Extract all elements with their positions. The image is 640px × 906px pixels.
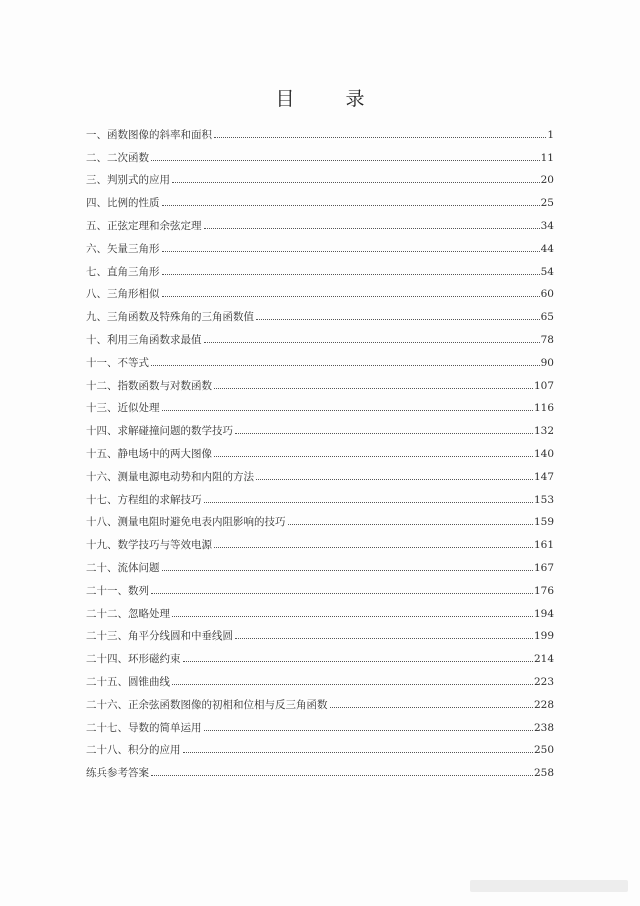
toc-dot-leader [235, 433, 533, 434]
toc-entry [86, 164, 554, 187]
toc-entry-page-number: 44 [540, 242, 554, 255]
toc-entry [86, 597, 554, 620]
watermark-image [470, 878, 628, 894]
toc-dot-leader [162, 410, 533, 411]
toc-entry-label: 二十三、角平分线圆和中垂线圆 [86, 630, 233, 643]
toc-entry-label: 练兵参考答案 [86, 767, 149, 780]
toc-entry-label: 十九、数学技巧与等效电源 [86, 539, 212, 552]
toc-entry [86, 620, 554, 643]
toc-entry-page-number: 11 [540, 151, 554, 164]
toc-dot-leader [204, 502, 533, 503]
toc-entry-page-number: 167 [533, 561, 554, 574]
toc-dot-leader [330, 707, 533, 708]
toc-entry-label: 二十八、积分的应用 [86, 744, 181, 757]
toc-entry-page-number: 228 [533, 698, 554, 711]
toc-entry-label: 三、判别式的应用 [86, 174, 170, 187]
toc-entry-label: 四、比例的性质 [86, 197, 160, 210]
toc-entry [86, 437, 554, 460]
toc-entry [86, 392, 554, 415]
toc-entry-page-number: 132 [533, 425, 554, 438]
toc-entry-page-number: 250 [533, 744, 554, 757]
toc-dot-leader [172, 684, 533, 685]
table-of-contents [86, 118, 554, 779]
toc-entry-page-number: 25 [540, 197, 554, 210]
toc-entry [86, 300, 554, 323]
toc-entry-page-number: 159 [533, 516, 554, 529]
toc-entry-label: 五、正弦定理和余弦定理 [86, 219, 202, 232]
toc-entry-page-number: 65 [540, 311, 554, 324]
toc-entry-label: 二十二、忽略处理 [86, 607, 170, 620]
toc-entry-page-number: 54 [540, 265, 554, 278]
toc-entry-page-number: 153 [533, 493, 554, 506]
toc-entry [86, 323, 554, 346]
toc-entry-label: 十八、测量电阻时避免电表内阻影响的技巧 [86, 516, 286, 529]
toc-entry-page-number: 161 [533, 539, 554, 552]
toc-entry-label: 一、函数图像的斜率和面积 [86, 128, 212, 141]
toc-entry-label: 六、矢量三角形 [86, 242, 160, 255]
toc-entry-page-number: 147 [533, 470, 554, 483]
toc-entry-page-number: 238 [533, 721, 554, 734]
toc-entry [86, 186, 554, 209]
toc-entry [86, 278, 554, 301]
toc-entry-page-number: 199 [533, 630, 554, 643]
toc-dot-leader [214, 388, 533, 389]
toc-entry-label: 八、三角形相似 [86, 288, 160, 301]
toc-entry [86, 232, 554, 255]
toc-entry [86, 688, 554, 711]
toc-dot-leader [214, 456, 533, 457]
toc-entry-page-number: 1 [547, 128, 554, 141]
toc-entry-label: 二十、流体问题 [86, 561, 160, 574]
toc-entry [86, 460, 554, 483]
toc-entry [86, 118, 554, 141]
toc-entry-label: 十七、方程组的求解技巧 [86, 493, 202, 506]
toc-entry [86, 734, 554, 757]
toc-entry-page-number: 107 [533, 379, 554, 392]
toc-entry [86, 711, 554, 734]
toc-dot-leader [204, 730, 533, 731]
toc-entry-label: 十、利用三角函数求最值 [86, 333, 202, 346]
toc-entry [86, 574, 554, 597]
toc-entry [86, 756, 554, 779]
toc-dot-leader [172, 182, 540, 183]
toc-dot-leader [183, 661, 533, 662]
toc-entry-page-number: 214 [533, 653, 554, 666]
toc-entry [86, 369, 554, 392]
toc-dot-leader [256, 479, 533, 480]
toc-entry-label: 二十五、圆锥曲线 [86, 675, 170, 688]
toc-entry [86, 346, 554, 369]
toc-entry-label: 二十四、环形磁约束 [86, 653, 181, 666]
toc-dot-leader [162, 251, 540, 252]
toc-entry [86, 551, 554, 574]
toc-entry-label: 十一、不等式 [86, 356, 149, 369]
toc-entry-label: 二、二次函数 [86, 151, 149, 164]
toc-entry-label: 十四、求解碰撞问题的数学技巧 [86, 425, 233, 438]
toc-entry-page-number: 34 [540, 219, 554, 232]
toc-dot-leader [151, 365, 540, 366]
toc-dot-leader [151, 775, 533, 776]
toc-dot-leader [256, 319, 540, 320]
toc-entry-page-number: 60 [540, 288, 554, 301]
toc-entry-label: 二十七、导数的简单运用 [86, 721, 202, 734]
toc-dot-leader [162, 296, 540, 297]
toc-entry-page-number: 176 [533, 584, 554, 597]
toc-dot-leader [172, 616, 533, 617]
toc-entry-page-number: 194 [533, 607, 554, 620]
toc-entry [86, 255, 554, 278]
toc-dot-leader [235, 638, 533, 639]
toc-dot-leader [288, 524, 533, 525]
toc-dot-leader [151, 160, 540, 161]
toc-entry-page-number: 90 [540, 356, 554, 369]
toc-entry-label: 二十一、数列 [86, 584, 149, 597]
toc-dot-leader [162, 205, 540, 206]
toc-entry [86, 665, 554, 688]
toc-entry-page-number: 223 [533, 675, 554, 688]
toc-entry-page-number: 258 [533, 767, 554, 780]
toc-dot-leader [214, 137, 546, 138]
toc-entry-page-number: 140 [533, 447, 554, 460]
toc-dot-leader [183, 752, 533, 753]
toc-entry [86, 506, 554, 529]
toc-dot-leader [214, 547, 533, 548]
toc-entry-label: 十二、指数函数与对数函数 [86, 379, 212, 392]
toc-entry [86, 528, 554, 551]
toc-entry [86, 642, 554, 665]
toc-entry [86, 209, 554, 232]
toc-entry-page-number: 78 [540, 333, 554, 346]
toc-dot-leader [162, 570, 533, 571]
toc-entry-label: 二十六、正余弦函数图像的初相和位相与反三角函数 [86, 698, 328, 711]
toc-entry [86, 414, 554, 437]
toc-entry [86, 141, 554, 164]
toc-entry-label: 七、直角三角形 [86, 265, 160, 278]
toc-entry-label: 十五、静电场中的两大图像 [86, 447, 212, 460]
toc-dot-leader [162, 274, 540, 275]
toc-dot-leader [204, 342, 540, 343]
toc-dot-leader [204, 228, 540, 229]
toc-entry-page-number: 116 [533, 402, 554, 415]
toc-entry [86, 483, 554, 506]
page-title: 目 录 [275, 88, 381, 110]
toc-entry-label: 十六、测量电源电动势和内阻的方法 [86, 470, 254, 483]
toc-entry-label: 九、三角函数及特殊角的三角函数值 [86, 311, 254, 324]
toc-dot-leader [151, 593, 533, 594]
toc-entry-label: 十三、近似处理 [86, 402, 160, 415]
toc-entry-page-number: 20 [540, 174, 554, 187]
